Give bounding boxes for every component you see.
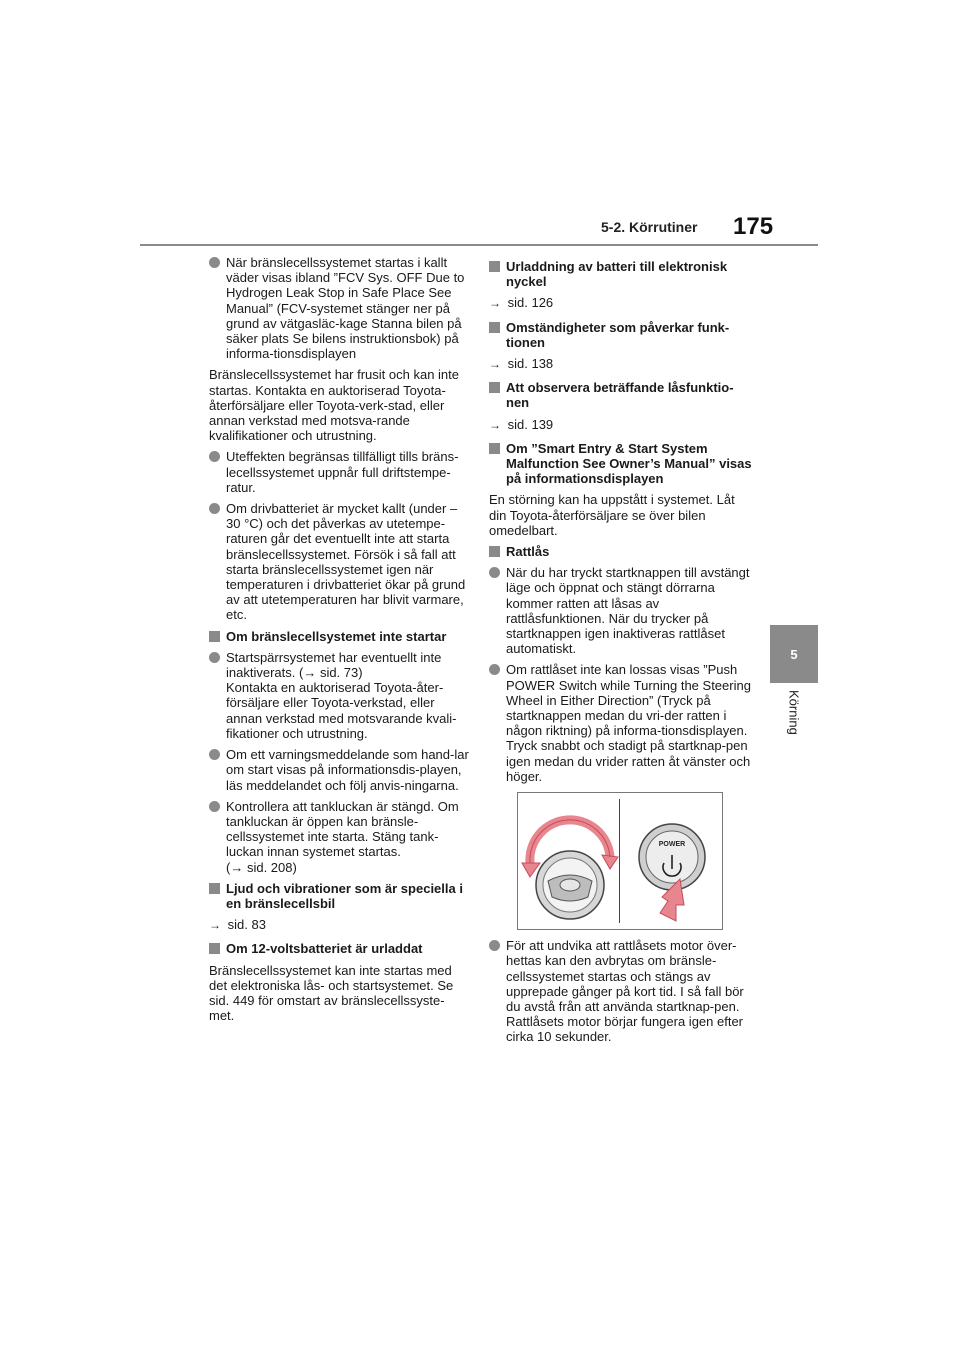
square-bullet-icon [489,443,500,454]
page-reference[interactable]: → sid. 83 [209,917,266,933]
page-reference[interactable]: → sid. 126 [489,295,554,311]
page-reference[interactable]: → sid. 139 [489,416,554,432]
section-title: 5-2. Körrutiner [601,219,698,235]
paragraph: Bränslecellssystemet har frusit och kan inte startas. Kontakta en auktoriserad Toyota-återförsäljare eller Toyota-verk-stad, eller annan verkstad med motsva-rande kvalifikationer och utrustning. [209,367,459,444]
header-rule [140,244,818,246]
bullet-dot-icon [209,749,220,760]
bullet-dot-icon [209,451,220,462]
section-heading: Om bränslecellsystemet inte startar [209,629,469,644]
steering-lock-figure [517,792,723,930]
list-item: Om rattlåset inte kan lossas visas ”Push POWER Switch while Turning the Steering Wheel in Either Direction” (Tryck på startknappen medan du vri-der ratten i någon riktning) på informa-tionsdisplayen. Tryck snabbt och stadigt på startknap-pen igen medan du vrider ratten åt vänster och höger. [489,662,755,784]
arrow-icon: → [303,665,317,681]
page-reference-link[interactable]: sid. 208) [246,859,297,875]
list-item: För att undvika att rattlåsets motor över-hettas kan den avbrytas om bränsle-cellssystemet startas och stängs av upprepade gånger på kort tid. I så fall bör du avstå från att använda startknap-pen. Rattlåsets motor börjar fungera igen efter cirka 10 sekunder. [489,938,755,1044]
arrow-icon: → [489,417,501,432]
power-button-icon [518,793,722,929]
list-item: Om drivbatteriet är mycket kallt (under –30 °C) och det påverkas av utetempe-raturen går det eventuellt inte att starta bränslecellssystemet. Försök i så fall att starta bränslecellssystemet igen när temperaturen i drivbatteriet ökar på grund av att utetemperaturen har blivit varmare, etc. [209,501,469,623]
square-bullet-icon [489,546,500,557]
bullet-dot-icon [489,664,500,675]
list-item: När bränslecellssystemet startas i kallt väder visas ibland ”FCV Sys. OFF Due to Hydrogen Leak Stop in Safe Place See Manual” (FCV-systemet stänger ner på grund av vätgasläc-kage Stanna bilen på säker plats Se bilens instruktionsbok) på informa-tionsdisplayen [209,255,469,361]
section-heading: Omständigheter som påverkar funk-tionen [489,320,755,350]
section-heading: Om ”Smart Entry & Start System Malfunction See Owner’s Manual” visas på informationsdisplayen [489,441,755,487]
section-heading: Att observera beträffande låsfunktio-nen [489,380,755,410]
left-column [209,255,469,1029]
arrow-icon: → [209,918,221,933]
section-heading: Om 12-voltsbatteriet är urladdat [209,941,469,956]
arrow-icon: → [489,357,501,372]
square-bullet-icon [209,883,220,894]
chapter-number: 5 [790,646,798,662]
bullet-dot-icon [209,801,220,812]
section-heading: Rattlås [489,544,755,559]
paragraph: En störning kan ha uppstått i systemet. Låt din Toyota-återförsäljare se över bilen omedelbart. [489,492,735,538]
bullet-dot-icon [209,503,220,514]
list-item: När du har tryckt startknappen till avstängt läge och öppnat och stängt dörrarna kommer ratten att låsas av rattlåsfunktionen. När du trycker på startknappen igen inaktiveras rattlåset automatiskt. [489,565,755,656]
page-reference[interactable]: → sid. 138 [489,356,554,372]
bullet-dot-icon [209,257,220,268]
section-heading: Ljud och vibrationer som är speciella i en bränslecellsbil [209,881,469,911]
section-heading: Urladdning av batteri till elektronisk nyckel [489,259,755,289]
chapter-label: Körning [786,690,802,735]
bullet-dot-icon [489,940,500,951]
square-bullet-icon [489,261,500,272]
square-bullet-icon [489,322,500,333]
arrow-icon: → [230,859,244,875]
bullet-dot-icon [489,567,500,578]
arrow-icon: → [489,296,501,311]
right-column [489,255,755,1051]
list-item: Uteffekten begränsas tillfälligt tills bräns-lecellssystemet uppnår full driftstempe-ratur. [209,449,469,495]
chapter-tab [770,625,818,683]
list-item: Startspärrsystemet har eventuellt inte inaktiverats. (→ sid. 73) Kontakta en auktoriserad Toyota-åter-försäljare eller Toyota-verkstad, eller annan verkstad med motsvarande kvali-fikationer och utrustning. [209,650,469,741]
square-bullet-icon [209,631,220,642]
page-reference-link[interactable]: sid. 73) [319,665,363,681]
bullet-dot-icon [209,652,220,663]
power-label: POWER [658,841,686,849]
square-bullet-icon [489,382,500,393]
page-number: 175 [733,213,774,240]
list-item: Om ett varningsmeddelande som hand-lar om start visas på informationsdis-playen, läs meddelandet och följ anvis-ningarna. [209,747,469,793]
list-item: Kontrollera att tankluckan är stängd. Om tankluckan är öppen kan bränsle-cellssystemet inte starta. Stäng tank-luckan innan systemet startas. (→ sid. 208) [209,799,469,875]
square-bullet-icon [209,943,220,954]
paragraph: Bränslecellssystemet kan inte startas med det elektroniska lås- och startsystemet. Se sid. 449 för omstart av bränslecellssyste-met. [209,962,454,1024]
